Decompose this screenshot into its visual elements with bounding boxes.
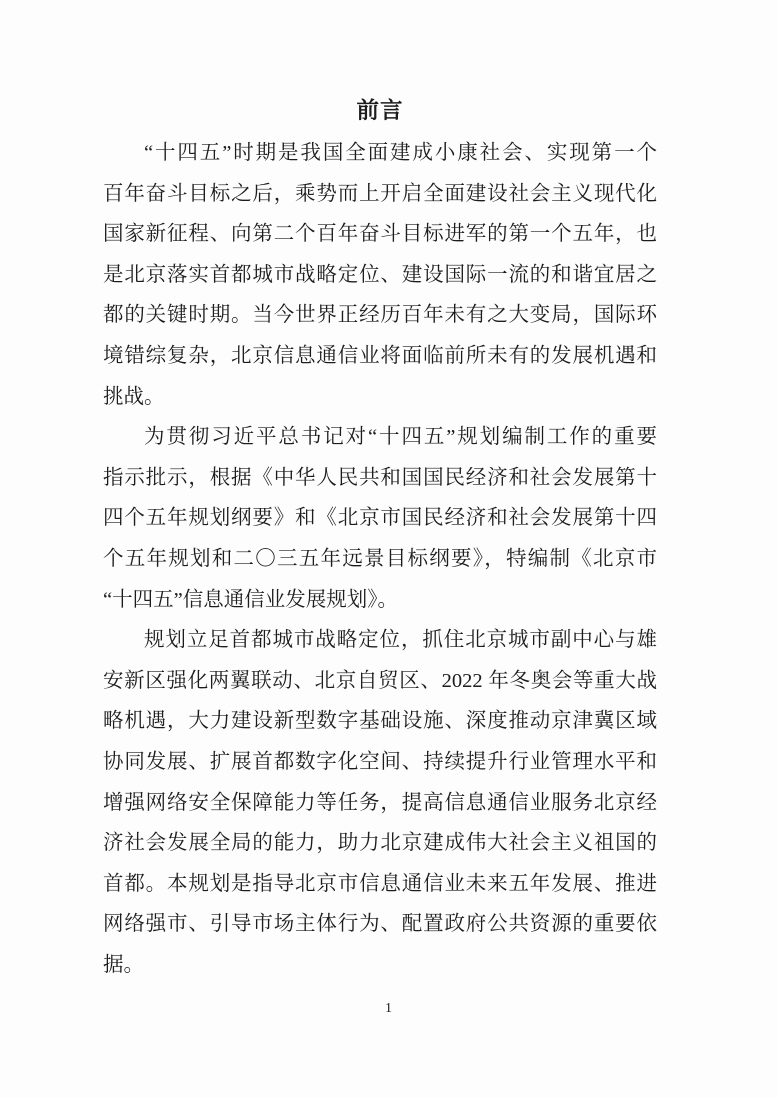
text-line: 略机遇，大力建设新型数字基础设施、深度推动京津冀区域: [103, 710, 657, 733]
text-line: 为贯彻习近平总书记对“十四五”规划编制工作的重要: [144, 426, 657, 449]
text-line: 境错综复杂，北京信息通信业将面临前所未有的发展机遇和: [103, 344, 657, 367]
text-line: 是北京落实首都城市战略定位、建设国际一流的和谐宜居之: [103, 263, 657, 286]
paragraph: [103, 620, 657, 985]
text-line: 据。: [103, 953, 144, 976]
text-line: 协同发展、扩展首都数字化空间、持续提升行业管理水平和: [103, 750, 657, 773]
text-line: 规划立足首都城市战略定位，抓住北京城市副中心与雄: [144, 629, 657, 652]
text-line: 网络强市、引导市场主体行为、配置政府公共资源的重要依: [103, 913, 657, 936]
text-line: “十四五”时期是我国全面建成小康社会、实现第一个: [144, 142, 657, 164]
text-line: 增强网络安全保障能力等任务，提高信息通信业服务北京经: [103, 791, 657, 814]
text-line: 百年奋斗目标之后，乘势而上开启全面建设社会主义现代化: [103, 182, 657, 205]
paragraph: [103, 417, 657, 620]
text-line: 挑战。: [103, 385, 165, 408]
text-line: 国家新征程、向第二个百年奋斗目标进军的第一个五年，也: [103, 223, 657, 246]
text-line: 都的关键时期。当今世界正经历百年未有之大变局，国际环: [103, 304, 657, 327]
document-body: [103, 133, 657, 985]
text-line: 四个五年规划纲要》和《北京市国民经济和社会发展第十四: [103, 507, 657, 530]
text-line: 济社会发展全局的能力，助力北京建成伟大社会主义祖国的: [103, 832, 657, 855]
text-line: 指示批示，根据《中华人民共和国国民经济和社会发展第十: [103, 466, 657, 489]
document-content: [103, 96, 657, 985]
text-line: 首都。本规划是指导北京市信息通信业未来五年发展、推进: [103, 872, 657, 895]
text-line: 个五年规划和二〇三五年远景目标纲要》，特编制《北京市: [103, 547, 657, 570]
text-line: 安新区强化两翼联动、北京自贸区、2022 年冬奥会等重大战: [103, 669, 657, 692]
paragraph: [103, 133, 657, 417]
page-title: 前言: [356, 98, 404, 123]
text-line: “十四五”信息通信业发展规划》。: [103, 588, 398, 611]
page-number: 1: [385, 1001, 392, 1016]
